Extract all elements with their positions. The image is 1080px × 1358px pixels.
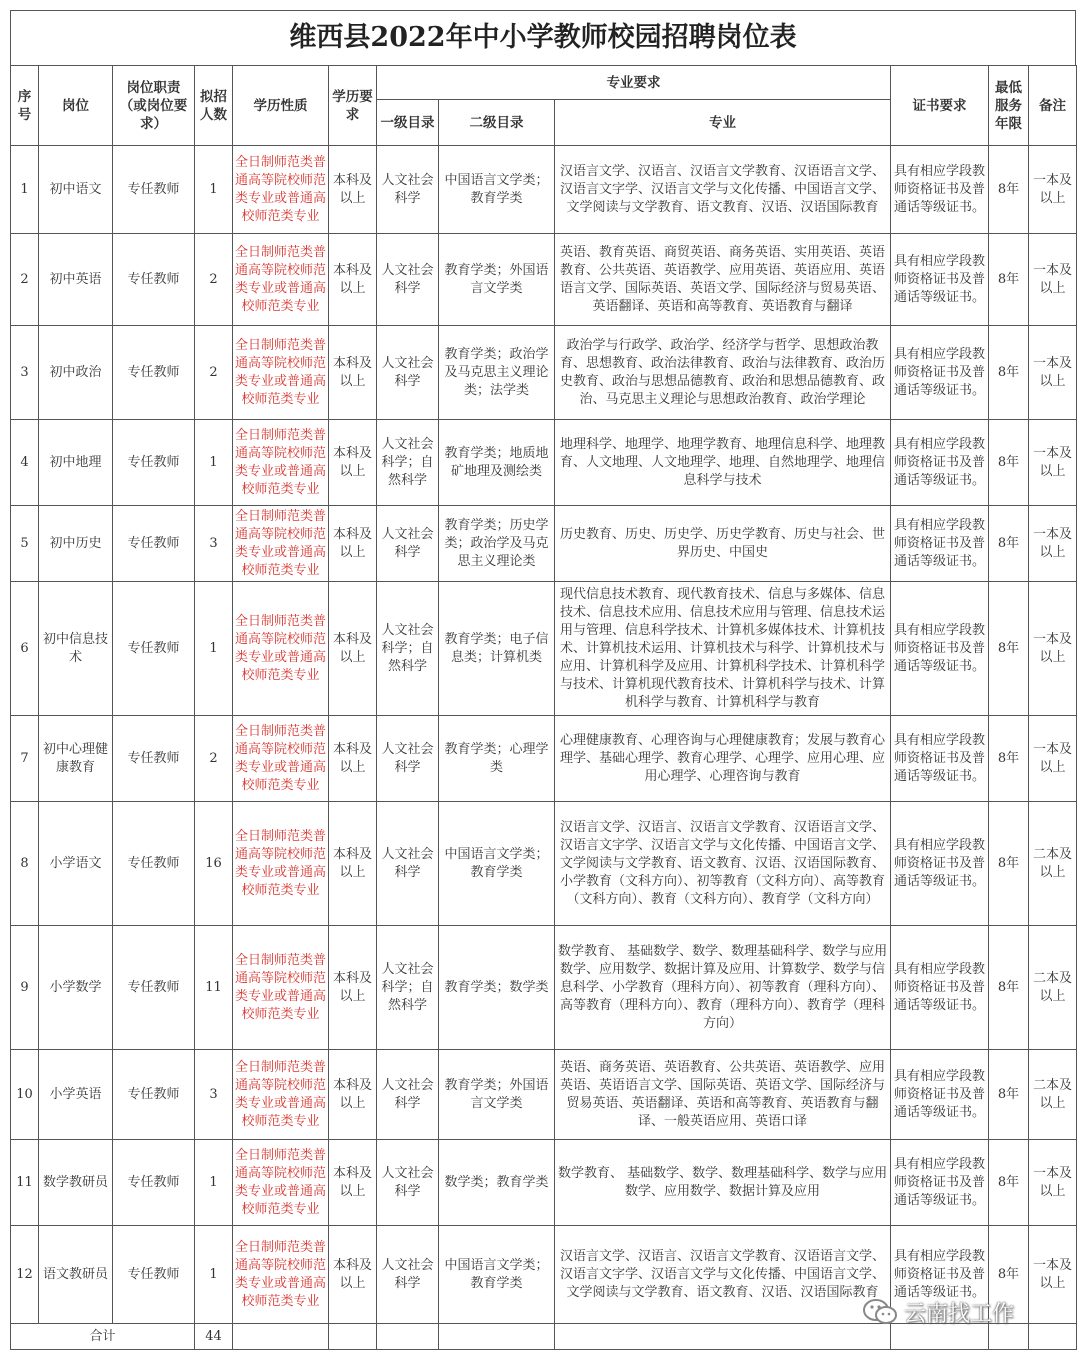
cell-remark: 一本及以上 bbox=[1029, 234, 1077, 326]
cell-edu: 本科及以上 bbox=[329, 234, 377, 326]
cell-count: 2 bbox=[195, 234, 233, 326]
cell-no: 12 bbox=[11, 1226, 39, 1324]
cell-nature: 全日制师范类普通高等院校师范类专业或普通高校师范类专业 bbox=[233, 716, 329, 802]
cell-edu: 本科及以上 bbox=[329, 506, 377, 582]
table-row bbox=[11, 326, 1077, 420]
cell-remark: 二本及以上 bbox=[1029, 926, 1077, 1050]
cell-post: 初中信息技术 bbox=[39, 582, 113, 716]
cell-level2: 教育学类；外国语言文学类 bbox=[439, 234, 555, 326]
watermark-text: 云南找工作 bbox=[904, 1301, 1015, 1327]
watermark bbox=[862, 1294, 1014, 1330]
cell-no: 4 bbox=[11, 420, 39, 506]
cell-nature: 全日制师范类普通高等院校师范类专业或普通高校师范类专业 bbox=[233, 420, 329, 506]
cell-post: 小学英语 bbox=[39, 1050, 113, 1140]
header-duty: 岗位职责（或岗位要求） bbox=[113, 66, 195, 146]
cell-count: 1 bbox=[195, 146, 233, 234]
cell-nature: 全日制师范类普通高等院校师范类专业或普通高校师范类专业 bbox=[233, 582, 329, 716]
total-empty-cell bbox=[555, 1324, 891, 1350]
cell-edu: 本科及以上 bbox=[329, 146, 377, 234]
cell-cert: 具有相应学段教师资格证书及普通话等级证书。 bbox=[891, 802, 989, 926]
cell-count: 3 bbox=[195, 1050, 233, 1140]
table-body bbox=[11, 146, 1077, 1350]
header-remark: 备注 bbox=[1029, 66, 1077, 146]
header-major: 专业 bbox=[555, 100, 891, 146]
cell-cert: 具有相应学段教师资格证书及普通话等级证书。 bbox=[891, 146, 989, 234]
header-major-req: 专业要求 bbox=[377, 66, 891, 100]
cell-level1: 人文社会科学 bbox=[377, 326, 439, 420]
cell-level1: 人文社会科学 bbox=[377, 146, 439, 234]
cell-no: 10 bbox=[11, 1050, 39, 1140]
cell-years: 8年 bbox=[989, 1050, 1029, 1140]
header-years: 最低服务年限 bbox=[989, 66, 1029, 146]
cell-remark: 一本及以上 bbox=[1029, 506, 1077, 582]
cell-years: 8年 bbox=[989, 420, 1029, 506]
cell-no: 1 bbox=[11, 146, 39, 234]
cell-duty: 专任教师 bbox=[113, 1050, 195, 1140]
cell-cert: 具有相应学段教师资格证书及普通话等级证书。 bbox=[891, 926, 989, 1050]
cell-no: 11 bbox=[11, 1140, 39, 1226]
cell-cert: 具有相应学段教师资格证书及普通话等级证书。 bbox=[891, 326, 989, 420]
cell-years: 8年 bbox=[989, 1226, 1029, 1324]
cell-years: 8年 bbox=[989, 802, 1029, 926]
cell-level1: 人文社会科学 bbox=[377, 802, 439, 926]
cell-duty: 专任教师 bbox=[113, 326, 195, 420]
cell-cert: 具有相应学段教师资格证书及普通话等级证书。 bbox=[891, 420, 989, 506]
cell-level2: 教育学类；数学类 bbox=[439, 926, 555, 1050]
cell-no: 9 bbox=[11, 926, 39, 1050]
cell-no: 8 bbox=[11, 802, 39, 926]
cell-remark: 一本及以上 bbox=[1029, 1140, 1077, 1226]
cell-post: 初中政治 bbox=[39, 326, 113, 420]
header-count: 拟招人数 bbox=[195, 66, 233, 146]
cell-remark: 一本及以上 bbox=[1029, 582, 1077, 716]
total-empty-cell bbox=[439, 1324, 555, 1350]
cell-edu: 本科及以上 bbox=[329, 1140, 377, 1226]
table-row bbox=[11, 506, 1077, 582]
cell-duty: 专任教师 bbox=[113, 234, 195, 326]
table-row bbox=[11, 1050, 1077, 1140]
cell-cert: 具有相应学段教师资格证书及普通话等级证书。 bbox=[891, 1226, 989, 1324]
cell-edu: 本科及以上 bbox=[329, 716, 377, 802]
cell-years: 8年 bbox=[989, 326, 1029, 420]
cell-nature: 全日制师范类普通高等院校师范类专业或普通高校师范类专业 bbox=[233, 234, 329, 326]
table-row bbox=[11, 582, 1077, 716]
cell-no: 5 bbox=[11, 506, 39, 582]
cell-level2: 数学类；教育学类 bbox=[439, 1140, 555, 1226]
cell-cert: 具有相应学段教师资格证书及普通话等级证书。 bbox=[891, 506, 989, 582]
cell-edu: 本科及以上 bbox=[329, 420, 377, 506]
header-level2: 二级目录 bbox=[439, 100, 555, 146]
cell-cert: 具有相应学段教师资格证书及普通话等级证书。 bbox=[891, 1140, 989, 1226]
cell-level1: 人文社会科学 bbox=[377, 1226, 439, 1324]
cell-count: 3 bbox=[195, 506, 233, 582]
cell-level2: 教育学类；政治学及马克思主义理论类；法学类 bbox=[439, 326, 555, 420]
cell-major: 政治学与行政学、政治学、经济学与哲学、思想政治教育、思想教育、政治法律教育、政治与法律教育、政治历史教育、政治与思想品德教育、政治和思想品德教育、政治、马克思主义理论与思想政治教育、政治学理论 bbox=[555, 326, 891, 420]
cell-level1: 人文社会科学；自然科学 bbox=[377, 926, 439, 1050]
cell-edu: 本科及以上 bbox=[329, 1050, 377, 1140]
cell-major: 英语、商务英语、英语教育、公共英语、英语教学、应用英语、英语语言文学、国际英语、英语文学、国际经济与贸易英语、英语翻译、英语和高等教育、英语教育与翻译、一般英语应用、英语口译 bbox=[555, 1050, 891, 1140]
cell-level2: 教育学类；历史学类；政治学及马克思主义理论类 bbox=[439, 506, 555, 582]
wechat-icon bbox=[862, 1298, 898, 1326]
cell-remark: 一本及以上 bbox=[1029, 420, 1077, 506]
cell-nature: 全日制师范类普通高等院校师范类专业或普通高校师范类专业 bbox=[233, 326, 329, 420]
table-row bbox=[11, 234, 1077, 326]
cell-level2: 教育学类；心理学类 bbox=[439, 716, 555, 802]
table-row bbox=[11, 802, 1077, 926]
cell-major: 英语、教育英语、商贸英语、商务英语、实用英语、英语教育、公共英语、英语教学、应用英语、英语应用、英语语言文学、国际英语、英语文学、国际经济与贸易英语、英语翻译、英语和高等教育、英语教育与翻译 bbox=[555, 234, 891, 326]
cell-edu: 本科及以上 bbox=[329, 582, 377, 716]
cell-duty: 专任教师 bbox=[113, 582, 195, 716]
cell-post: 语文教研员 bbox=[39, 1226, 113, 1324]
cell-count: 1 bbox=[195, 420, 233, 506]
cell-level1: 人文社会科学；自然科学 bbox=[377, 420, 439, 506]
cell-post: 小学语文 bbox=[39, 802, 113, 926]
page-title: 维西县2022年中小学教师校园招聘岗位表 bbox=[10, 10, 1076, 66]
cell-major: 汉语言文学、汉语言、汉语言文学教育、汉语语言文学、汉语言文字学、汉语言文学与文化传播、中国语言文学、文学阅读与文学教育、语文教育、汉语、汉语国际教育、小学教育（文科方向）、初等教育（文科方向）、高等教育（文科方向）、教育（文科方向）、教育学（文科方向） bbox=[555, 802, 891, 926]
cell-nature: 全日制师范类普通高等院校师范类专业或普通高校师范类专业 bbox=[233, 1050, 329, 1140]
cell-edu: 本科及以上 bbox=[329, 802, 377, 926]
cell-remark: 一本及以上 bbox=[1029, 716, 1077, 802]
header-post: 岗位 bbox=[39, 66, 113, 146]
cell-cert: 具有相应学段教师资格证书及普通话等级证书。 bbox=[891, 1050, 989, 1140]
total-empty-cell bbox=[233, 1324, 329, 1350]
cell-cert: 具有相应学段教师资格证书及普通话等级证书。 bbox=[891, 716, 989, 802]
header-level1: 一级目录 bbox=[377, 100, 439, 146]
cell-edu: 本科及以上 bbox=[329, 326, 377, 420]
cell-post: 初中英语 bbox=[39, 234, 113, 326]
table-row bbox=[11, 1140, 1077, 1226]
cell-years: 8年 bbox=[989, 716, 1029, 802]
cell-level2: 教育学类；电子信息类；计算机类 bbox=[439, 582, 555, 716]
cell-duty: 专任教师 bbox=[113, 1226, 195, 1324]
cell-duty: 专任教师 bbox=[113, 926, 195, 1050]
cell-count: 1 bbox=[195, 1226, 233, 1324]
cell-remark: 一本及以上 bbox=[1029, 1226, 1077, 1324]
cell-major: 汉语言文学、汉语言、汉语言文学教育、汉语语言文学、汉语言文字学、汉语言文学与文化传播、中国语言文学、文学阅读与文学教育、语文教育、汉语、汉语国际教育 bbox=[555, 1226, 891, 1324]
cell-remark: 一本及以上 bbox=[1029, 326, 1077, 420]
cell-remark: 二本及以上 bbox=[1029, 1050, 1077, 1140]
header-cert: 证书要求 bbox=[891, 66, 989, 146]
cell-nature: 全日制师范类普通高等院校师范类专业或普通高校师范类专业 bbox=[233, 506, 329, 582]
cell-edu: 本科及以上 bbox=[329, 926, 377, 1050]
cell-level2: 中国语言文学类；教育学类 bbox=[439, 146, 555, 234]
total-empty-cell bbox=[377, 1324, 439, 1350]
header-edu: 学历要求 bbox=[329, 66, 377, 146]
total-label: 合计 bbox=[11, 1324, 195, 1350]
cell-years: 8年 bbox=[989, 146, 1029, 234]
cell-major: 现代信息技术教育、现代教育技术、信息与多媒体、信息技术、信息技术应用、信息技术应用与管理、信息技术运用与管理、信息科学技术、计算机多媒体技术、计算机技术、计算机技术运用、计算机技术与科学、计算机技术与应用、计算机科学及应用、计算机科学技术、计算机科学与技术、计算机现代教育技术、计算机科学与技术、计算机科学与教育、计算机科学与教育 bbox=[555, 582, 891, 716]
cell-major: 地理科学、地理学、地理学教育、地理信息科学、地理教育、人文地理、人文地理学、地理、自然地理学、地理信息科学与技术 bbox=[555, 420, 891, 506]
cell-duty: 专任教师 bbox=[113, 146, 195, 234]
header-row bbox=[11, 66, 1077, 100]
cell-nature: 全日制师范类普通高等院校师范类专业或普通高校师范类专业 bbox=[233, 802, 329, 926]
cell-post: 初中语文 bbox=[39, 146, 113, 234]
cell-duty: 专任教师 bbox=[113, 420, 195, 506]
cell-level1: 人文社会科学 bbox=[377, 1140, 439, 1226]
cell-count: 2 bbox=[195, 716, 233, 802]
cell-count: 2 bbox=[195, 326, 233, 420]
table-row bbox=[11, 420, 1077, 506]
cell-count: 1 bbox=[195, 582, 233, 716]
cell-post: 小学数学 bbox=[39, 926, 113, 1050]
total-empty-cell bbox=[1029, 1324, 1077, 1350]
cell-nature: 全日制师范类普通高等院校师范类专业或普通高校师范类专业 bbox=[233, 1226, 329, 1324]
cell-cert: 具有相应学段教师资格证书及普通话等级证书。 bbox=[891, 234, 989, 326]
cell-level1: 人文社会科学；自然科学 bbox=[377, 582, 439, 716]
cell-major: 心理健康教育、心理咨询与心理健康教育；发展与教育心理学、基础心理学、教育心理学、心理学、应用心理、应用心理学、心理咨询与教育 bbox=[555, 716, 891, 802]
cell-post: 初中地理 bbox=[39, 420, 113, 506]
header-no: 序号 bbox=[11, 66, 39, 146]
cell-count: 1 bbox=[195, 1140, 233, 1226]
cell-years: 8年 bbox=[989, 234, 1029, 326]
cell-level2: 中国语言文学类；教育学类 bbox=[439, 802, 555, 926]
cell-level2: 中国语言文学类；教育学类 bbox=[439, 1226, 555, 1324]
cell-post: 初中历史 bbox=[39, 506, 113, 582]
cell-level1: 人文社会科学 bbox=[377, 234, 439, 326]
cell-remark: 一本及以上 bbox=[1029, 146, 1077, 234]
cell-major: 数学教育、 基础数学、数学、数理基础科学、数学与应用数学、应用数学、数据计算及应用、计算数学、数学与信息科学、小学教育（理科方向）、初等教育（理科方向）、高等教育（理科方向）、教育（理科方向）、教育学（理科方向） bbox=[555, 926, 891, 1050]
cell-duty: 专任教师 bbox=[113, 1140, 195, 1226]
table-row bbox=[11, 926, 1077, 1050]
cell-major: 汉语言文学、汉语言、汉语言文学教育、汉语语言文学、汉语言文字学、汉语言文学与文化传播、中国语言文学、文学阅读与文学教育、语文教育、汉语、汉语国际教育 bbox=[555, 146, 891, 234]
cell-level1: 人文社会科学 bbox=[377, 506, 439, 582]
total-count: 44 bbox=[195, 1324, 233, 1350]
cell-post: 数学教研员 bbox=[39, 1140, 113, 1226]
cell-count: 11 bbox=[195, 926, 233, 1050]
cell-post: 初中心理健康教育 bbox=[39, 716, 113, 802]
cell-level1: 人文社会科学 bbox=[377, 716, 439, 802]
cell-cert: 具有相应学段教师资格证书及普通话等级证书。 bbox=[891, 582, 989, 716]
cell-years: 8年 bbox=[989, 1140, 1029, 1226]
cell-years: 8年 bbox=[989, 582, 1029, 716]
cell-level2: 教育学类；地质地矿地理及测绘类 bbox=[439, 420, 555, 506]
cell-count: 16 bbox=[195, 802, 233, 926]
cell-major: 历史教育、历史、历史学、历史学教育、历史与社会、世界历史、中国史 bbox=[555, 506, 891, 582]
cell-no: 2 bbox=[11, 234, 39, 326]
recruitment-table bbox=[10, 65, 1077, 1350]
cell-major: 数学教育、 基础数学、数学、数理基础科学、数学与应用数学、应用数学、数据计算及应用 bbox=[555, 1140, 891, 1226]
cell-level1: 人文社会科学 bbox=[377, 1050, 439, 1140]
header-nature: 学历性质 bbox=[233, 66, 329, 146]
total-empty-cell bbox=[329, 1324, 377, 1350]
cell-nature: 全日制师范类普通高等院校师范类专业或普通高校师范类专业 bbox=[233, 926, 329, 1050]
cell-no: 7 bbox=[11, 716, 39, 802]
cell-duty: 专任教师 bbox=[113, 716, 195, 802]
cell-remark: 二本及以上 bbox=[1029, 802, 1077, 926]
cell-years: 8年 bbox=[989, 506, 1029, 582]
cell-edu: 本科及以上 bbox=[329, 1226, 377, 1324]
cell-no: 3 bbox=[11, 326, 39, 420]
cell-no: 6 bbox=[11, 582, 39, 716]
table-row bbox=[11, 146, 1077, 234]
cell-level2: 教育学类；外国语言文学类 bbox=[439, 1050, 555, 1140]
cell-duty: 专任教师 bbox=[113, 802, 195, 926]
cell-years: 8年 bbox=[989, 926, 1029, 1050]
cell-nature: 全日制师范类普通高等院校师范类专业或普通高校师范类专业 bbox=[233, 146, 329, 234]
cell-duty: 专任教师 bbox=[113, 506, 195, 582]
table-row bbox=[11, 716, 1077, 802]
cell-nature: 全日制师范类普通高等院校师范类专业或普通高校师范类专业 bbox=[233, 1140, 329, 1226]
